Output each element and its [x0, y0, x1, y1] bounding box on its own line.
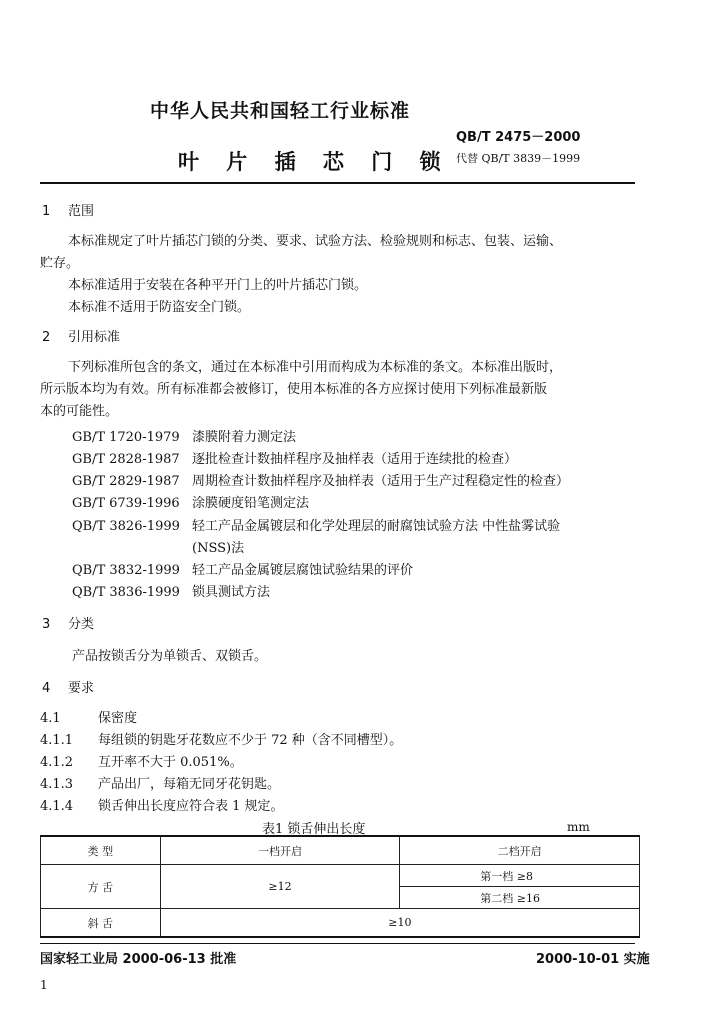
s1-paragraph-3: 本标准不适用于防盗安全门锁。	[68, 300, 251, 315]
standard-number: QB/T 2475－2000	[456, 130, 581, 145]
reference-title: 锁具测试方法	[192, 585, 271, 600]
clause-text: 产品出厂，每箱无同牙花钥匙。	[98, 777, 281, 792]
clause-text: 锁舌伸出长度应符合表 1 规定。	[98, 799, 284, 814]
table-row	[41, 865, 640, 887]
table-unit: mm	[567, 820, 590, 834]
document-title: 叶 片 插 芯 门 锁	[178, 150, 451, 174]
clause-text: 互开率不大于 0.051%。	[98, 755, 243, 770]
reference-code: QB/T 3832-1999	[72, 563, 180, 578]
section-1-heading	[42, 200, 94, 219]
section-title: 分类	[68, 617, 95, 632]
clause-number: 4.1.4	[40, 799, 74, 814]
reference-title: 轻工产品金属镀层腐蚀试验结果的评价	[192, 563, 414, 578]
section-2-heading	[42, 326, 120, 345]
clause-text: 保密度	[98, 711, 138, 726]
clause-item	[40, 707, 137, 726]
page-number: 1	[40, 978, 48, 992]
reference-code: QB/T 3826-1999	[72, 519, 180, 534]
reference-item	[72, 581, 270, 600]
section-title: 引用标准	[68, 330, 121, 345]
reference-code: QB/T 3836-1999	[72, 585, 180, 600]
cell-bevel-value: ≥10	[160, 909, 639, 938]
reference-title: 逐批检查计数抽样程序及抽样表（适用于连续批的检查）	[192, 452, 518, 467]
reference-code: GB/T 6739-1996	[72, 496, 180, 511]
reference-code: GB/T 2828-1987	[72, 452, 180, 467]
s1-paragraph-2: 本标准适用于安装在各种平开门上的叶片插芯门锁。	[68, 278, 368, 293]
s2-paragraph-line-3: 本的可能性。	[40, 404, 119, 419]
s2-paragraph-line-1: 下列标准所包含的条文，通过在本标准中引用而构成为本标准的条文。本标准出版时，	[68, 360, 563, 375]
section-4-heading	[42, 677, 94, 696]
replaces-standard: 代替 QB/T 3839－1999	[456, 152, 581, 165]
reference-item	[72, 470, 569, 489]
reference-code: GB/T 2829-1987	[72, 474, 180, 489]
reference-item	[72, 448, 517, 467]
s1-paragraph-1-line-2: 贮存。	[40, 256, 80, 271]
approval-note: 国家轻工业局 2000-06-13 批准	[40, 952, 237, 967]
header-one-stage: 一档开启	[160, 836, 400, 865]
reference-item	[72, 515, 560, 534]
section-number: 4	[42, 681, 51, 696]
s3-paragraph: 产品按锁舌分为单锁舌、双锁舌。	[72, 649, 268, 664]
clause-text: 每组锁的钥匙牙花数应不少于 72 种（含不同槽型）。	[98, 733, 403, 748]
clause-item	[40, 751, 243, 770]
section-number: 1	[42, 204, 51, 219]
latch-extension-table	[40, 835, 640, 938]
header-rule	[40, 182, 635, 184]
issuing-organization: 中华人民共和国轻工行业标准	[150, 100, 411, 122]
section-number: 2	[42, 330, 51, 345]
reference-item	[72, 426, 296, 445]
section-3-heading	[42, 613, 94, 632]
header-two-stage: 二档开启	[400, 836, 640, 865]
table-caption: 表1 锁舌伸出长度	[262, 822, 366, 837]
header-type: 类 型	[41, 836, 161, 865]
clause-item	[40, 729, 402, 748]
clause-number: 4.1.3	[40, 777, 74, 792]
reference-item	[72, 492, 309, 511]
clause-item	[40, 773, 280, 792]
reference-title: 轻工产品金属镀层和化学处理层的耐腐蚀试验方法 中性盐雾试验	[192, 519, 561, 534]
reference-title: 漆膜附着力测定法	[192, 430, 297, 445]
cell-square-two-stage-first: 第一档 ≥8	[400, 865, 640, 887]
table-header-row	[41, 836, 640, 865]
cell-square-two-stage-second: 第二档 ≥16	[400, 887, 640, 909]
s1-paragraph-1-line-1: 本标准规定了叶片插芯门锁的分类、要求、试验方法、检验规则和标志、包装、运输、	[68, 234, 563, 249]
reference-code: GB/T 1720-1979	[72, 430, 180, 445]
reference-item	[72, 559, 413, 578]
section-title: 范围	[68, 204, 95, 219]
clause-number: 4.1	[40, 711, 61, 726]
clause-number: 4.1.1	[40, 733, 74, 748]
implementation-date: 2000-10-01 实施	[536, 952, 650, 967]
cell-square-one-stage: ≥12	[160, 865, 400, 909]
clause-number: 4.1.2	[40, 755, 74, 770]
row-label-bevel-latch: 斜 舌	[41, 909, 161, 938]
table-row	[41, 909, 640, 938]
clause-item	[40, 795, 284, 814]
reference-title: 周期检查计数抽样程序及抽样表（适用于生产过程稳定性的检查）	[192, 474, 570, 489]
reference-title: 涂膜硬度铅笔测定法	[192, 496, 310, 511]
section-title: 要求	[68, 681, 95, 696]
row-label-square-latch: 方 舌	[41, 865, 161, 909]
reference-title-continued: (NSS)法	[192, 541, 245, 556]
footer-rule	[40, 943, 635, 944]
s2-paragraph-line-2: 所示版本均为有效。所有标准都会被修订，使用本标准的各方应探讨使用下列标准最新版	[40, 382, 548, 397]
section-number: 3	[42, 617, 51, 632]
